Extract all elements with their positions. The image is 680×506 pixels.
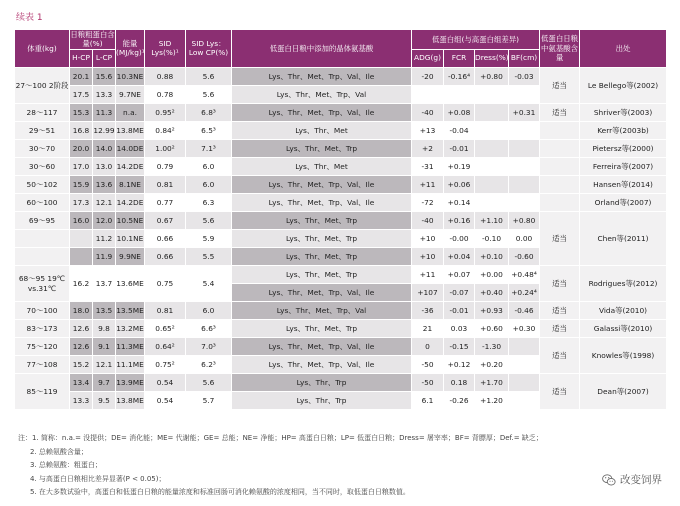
cell-energy: 11.3ME: [116, 337, 145, 355]
cell-aa: Lys、Thr、Met、Trp: [232, 265, 412, 283]
table-row: [15, 265, 667, 283]
cell-weight: 69～95: [15, 211, 70, 229]
cell-suit: [540, 175, 580, 193]
cell-h-cp: 13.4: [70, 373, 93, 391]
cell-adg: [412, 85, 444, 103]
cell-dress: +0.40: [475, 283, 509, 301]
table-row: [15, 337, 667, 355]
cell-sid-ratio: 5.4: [186, 265, 232, 301]
cell-h-cp: 15.9: [70, 175, 93, 193]
cell-adg: -50: [412, 355, 444, 373]
cell-fcr: +0.08: [444, 103, 475, 121]
cell-dress: [475, 193, 509, 211]
cell-sid-lys: 0.77: [145, 193, 186, 211]
cell-h-cp: 16.8: [70, 121, 93, 139]
cell-dress: [475, 103, 509, 121]
cell-weight: 75～120: [15, 337, 70, 355]
cell-bf: [509, 175, 540, 193]
cell-h-cp: 17.0: [70, 157, 93, 175]
cell-bf: -0.46: [509, 301, 540, 319]
cell-energy: 13.6ME: [116, 265, 145, 301]
cell-energy: 13.9ME: [116, 373, 145, 391]
cell-sid-lys: 0.54: [145, 391, 186, 409]
cell-sid-ratio: 5.6: [186, 373, 232, 391]
cell-source: Rodrigues等(2012): [580, 265, 667, 301]
cell-fcr: 0.03: [444, 319, 475, 337]
cell-adg: +107: [412, 283, 444, 301]
cell-bf: +0.48⁴: [509, 265, 540, 283]
cell-source: Chen等(2011): [580, 211, 667, 265]
cell-weight: 60～100: [15, 193, 70, 211]
cell-fcr: -0.01: [444, 301, 475, 319]
cell-adg: +2: [412, 139, 444, 157]
cell-dress: [475, 121, 509, 139]
table-row: [15, 319, 667, 337]
cell-energy: 11.1ME: [116, 355, 145, 373]
cell-weight: 85～119: [15, 373, 70, 409]
cell-aa: Lys、Thr、Met、Trp、Val、Ile: [232, 193, 412, 211]
cell-weight: 77～108: [15, 355, 70, 373]
cell-l-cp: 11.3: [93, 103, 116, 121]
cell-sid-ratio: 5.6: [186, 67, 232, 85]
cell-sid-lys: 0.75²: [145, 355, 186, 373]
table-row: [15, 67, 667, 85]
cell-bf: [509, 139, 540, 157]
header-h-cp: H-CP: [70, 49, 93, 67]
cell-sid-lys: 0.81: [145, 301, 186, 319]
cell-aa: Lys、Thr、Met、Trp: [232, 319, 412, 337]
cell-suit: 适当: [540, 67, 580, 103]
cell-adg: -40: [412, 211, 444, 229]
cell-sid-lys: 0.88: [145, 67, 186, 85]
cell-h-cp: 17.3: [70, 193, 93, 211]
cell-source: Ferreira等(2007): [580, 157, 667, 175]
note-line: 5. 在大多数试验中，高蛋白和低蛋白日粮的能量浓度和标准回肠可消化赖氨酸的浓度相同，当不同时，取低蛋白日粮数值。: [30, 488, 410, 497]
cell-adg: 21: [412, 319, 444, 337]
cell-dress: +0.93: [475, 301, 509, 319]
cell-adg: -31: [412, 157, 444, 175]
table-caption: 续表 1: [16, 13, 43, 23]
cell-suit: [540, 139, 580, 157]
cell-energy: 10.1NE: [116, 229, 145, 247]
cell-aa: Lys、Thr、Trp: [232, 391, 412, 409]
cell-dress: [475, 175, 509, 193]
cell-dress: [475, 139, 509, 157]
header-l-cp: L-CP: [93, 49, 116, 67]
cell-sid-ratio: 6.3: [186, 193, 232, 211]
cell-weight: 50～102: [15, 175, 70, 193]
cell-bf: 0.00: [509, 229, 540, 247]
cell-h-cp: 15.3: [70, 103, 93, 121]
cell-l-cp: 12.0: [93, 211, 116, 229]
cell-fcr: +0.06: [444, 175, 475, 193]
cell-aa: Lys、Thr、Met、Trp: [232, 229, 412, 247]
cell-l-cp: 12.99: [93, 121, 116, 139]
cell-suit: [540, 193, 580, 211]
data-table: [14, 29, 667, 410]
cell-sid-ratio: 7.0³: [186, 337, 232, 355]
cell-energy: 13.8ME: [116, 391, 145, 409]
cell-fcr: -0.26: [444, 391, 475, 409]
cell-sid-lys: 0.66: [145, 229, 186, 247]
cell-adg: -72: [412, 193, 444, 211]
header-sid-ratio: SID Lys：Low CP(%): [186, 30, 232, 68]
cell-energy: 9.9NE: [116, 247, 145, 265]
cell-fcr: -0.16⁴: [444, 67, 475, 85]
cell-source: Shriver等(2003): [580, 103, 667, 121]
cell-sid-ratio: 6.2³: [186, 355, 232, 373]
cell-fcr: 0.18: [444, 373, 475, 391]
cell-suit: 适当: [540, 319, 580, 337]
cell-suit: 适当: [540, 337, 580, 373]
cell-bf: [509, 337, 540, 355]
header-nitrogen: 低蛋白日粮中氨基酸含量: [540, 30, 580, 68]
table-row: [15, 121, 667, 139]
cell-l-cp: 13.0: [93, 157, 116, 175]
cell-adg: -36: [412, 301, 444, 319]
cell-adg: 6.1: [412, 391, 444, 409]
cell-adg: +11: [412, 265, 444, 283]
cell-sid-lys: 0.66: [145, 247, 186, 265]
cell-suit: 适当: [540, 211, 580, 265]
cell-fcr: -0.07: [444, 283, 475, 301]
cell-bf: [509, 157, 540, 175]
cell-bf: [509, 355, 540, 373]
cell-sid-ratio: 6.0: [186, 157, 232, 175]
cell-bf: [509, 373, 540, 391]
table-row: [15, 301, 667, 319]
cell-fcr: -0.01: [444, 139, 475, 157]
brand-watermark: [602, 472, 662, 487]
cell-weight: 30～70: [15, 139, 70, 157]
cell-weight: 29～51: [15, 121, 70, 139]
cell-adg: -20: [412, 67, 444, 85]
cell-sid-lys: 0.54: [145, 373, 186, 391]
cell-energy: 13.5ME: [116, 301, 145, 319]
cell-bf: +0.31: [509, 103, 540, 121]
cell-suit: [540, 157, 580, 175]
cell-l-cp: 12.1: [93, 193, 116, 211]
cell-l-cp: 12.1: [93, 355, 116, 373]
cell-h-cp: 20.0: [70, 139, 93, 157]
cell-l-cp: 9.5: [93, 391, 116, 409]
cell-weight: 68～95 19℃ vs.31℃: [15, 265, 70, 301]
cell-sid-ratio: 5.9: [186, 229, 232, 247]
cell-sid-lys: 0.64²: [145, 337, 186, 355]
cell-bf: [509, 85, 540, 103]
brand-name: 改变饲界: [620, 474, 662, 486]
cell-weight: [15, 229, 70, 247]
cell-sid-ratio: 6.0: [186, 301, 232, 319]
cell-suit: 适当: [540, 265, 580, 301]
cell-source: Knowles等(1998): [580, 337, 667, 373]
cell-bf: -0.60: [509, 247, 540, 265]
cell-dress: -1.30: [475, 337, 509, 355]
cell-sid-ratio: 5.5: [186, 247, 232, 265]
cell-sid-ratio: 5.6: [186, 85, 232, 103]
cell-aa: Lys、Thr、Met、Trp、Val、Ile: [232, 103, 412, 121]
table-notes: [18, 432, 543, 500]
cell-sid-lys: 0.65²: [145, 319, 186, 337]
table-row: [15, 373, 667, 391]
cell-aa: Lys、Thr、Met、Trp: [232, 247, 412, 265]
cell-h-cp: 18.0: [70, 301, 93, 319]
header-dress: Dress(%): [475, 49, 509, 67]
cell-bf: [509, 193, 540, 211]
cell-l-cp: 9.1: [93, 337, 116, 355]
cell-dress: +0.20: [475, 355, 509, 373]
cell-dress: +0.00: [475, 265, 509, 283]
cell-aa: Lys、Thr、Met、Trp、Val、Ile: [232, 283, 412, 301]
cell-dress: [475, 157, 509, 175]
cell-h-cp: 15.2: [70, 355, 93, 373]
cell-weight: 83～173: [15, 319, 70, 337]
table-row: [15, 175, 667, 193]
cell-weight: 28～117: [15, 103, 70, 121]
cell-suit: 适当: [540, 103, 580, 121]
cell-suit: 适当: [540, 301, 580, 319]
cell-dress: +0.60: [475, 319, 509, 337]
cell-fcr: -0.00: [444, 229, 475, 247]
cell-sid-lys: 0.78: [145, 85, 186, 103]
cell-weight: 30～60: [15, 157, 70, 175]
cell-l-cp: 13.3: [93, 85, 116, 103]
cell-sid-lys: 0.95²: [145, 103, 186, 121]
note-line: 4. 与高蛋白日粮相比差异显著(P < 0.05)；: [30, 474, 166, 483]
cell-bf: +0.80: [509, 211, 540, 229]
cell-dress: [475, 85, 509, 103]
cell-sid-lys: 0.67: [145, 211, 186, 229]
cell-l-cp: 11.2: [93, 229, 116, 247]
header-weight: 体重(kg): [15, 30, 70, 68]
cell-l-cp: 9.7: [93, 373, 116, 391]
cell-sid-ratio: 6.0: [186, 175, 232, 193]
cell-dress: +1.10: [475, 211, 509, 229]
cell-bf: -0.03: [509, 67, 540, 85]
cell-energy: 10.5NE: [116, 211, 145, 229]
cell-aa: Lys、Thr、Met、Trp、Val、Ile: [232, 175, 412, 193]
cell-dress: +0.80: [475, 67, 509, 85]
cell-h-cp: 12.6: [70, 337, 93, 355]
header-sid-lys: SID Lys(%)¹: [145, 30, 186, 68]
cell-dress: -0.10: [475, 229, 509, 247]
cell-l-cp: 13.7: [93, 265, 116, 301]
cell-aa: Lys、Thr、Met、Trp: [232, 139, 412, 157]
cell-fcr: +0.04: [444, 247, 475, 265]
cell-dress: +0.10: [475, 247, 509, 265]
cell-dress: +1.20: [475, 391, 509, 409]
cell-adg: +10: [412, 247, 444, 265]
cell-sid-ratio: 6.5³: [186, 121, 232, 139]
table-row: [15, 193, 667, 211]
cell-source: Hansen等(2014): [580, 175, 667, 193]
cell-suit: [540, 121, 580, 139]
cell-h-cp: 12.6: [70, 319, 93, 337]
cell-bf: +0.24⁴: [509, 283, 540, 301]
cell-h-cp: 20.1: [70, 67, 93, 85]
cell-sid-ratio: 7.1³: [186, 139, 232, 157]
cell-sid-lys: 0.81: [145, 175, 186, 193]
cell-source: Pietersz等(2000): [580, 139, 667, 157]
table-row: [15, 211, 667, 229]
cell-source: Kerr等(2003b): [580, 121, 667, 139]
cell-aa: Lys、Thr、Met、Trp: [232, 211, 412, 229]
cell-source: Vida等(2010): [580, 301, 667, 319]
header-source: 出处: [580, 30, 667, 68]
note-line: 3. 总赖氨酸：粗蛋白；: [30, 461, 102, 470]
cell-aa: Lys、Thr、Met、Trp、Val、Ile: [232, 355, 412, 373]
cell-aa: Lys、Thr、Met: [232, 121, 412, 139]
note-line: 2. 总赖氨酸含量；: [30, 447, 88, 456]
cell-fcr: [444, 85, 475, 103]
cell-sid-lys: 1.00²: [145, 139, 186, 157]
header-adg: ADG(g): [412, 49, 444, 67]
cell-h-cp: [70, 247, 93, 265]
cell-bf: +0.30: [509, 319, 540, 337]
cell-fcr: -0.15: [444, 337, 475, 355]
cell-aa: Lys、Thr、Trp: [232, 373, 412, 391]
cell-adg: +11: [412, 175, 444, 193]
header-fcr: FCR: [444, 49, 475, 67]
cell-l-cp: 15.6: [93, 67, 116, 85]
cell-l-cp: 9.8: [93, 319, 116, 337]
header-energy: 能量(MJ/kg)¹: [116, 30, 145, 68]
cell-sid-lys: 0.79: [145, 157, 186, 175]
cell-aa: Lys、Thr、Met、Trp、Val: [232, 301, 412, 319]
cell-sid-ratio: 5.6: [186, 211, 232, 229]
header-aa-added: 低蛋白日粮中添加的晶体氨基酸: [232, 30, 412, 68]
cell-adg: -50: [412, 373, 444, 391]
cell-sid-lys: 0.75: [145, 265, 186, 301]
cell-adg: +10: [412, 229, 444, 247]
cell-fcr: -0.04: [444, 121, 475, 139]
cell-adg: 0: [412, 337, 444, 355]
cell-h-cp: 16.2: [70, 265, 93, 301]
wechat-icon: [602, 473, 616, 487]
cell-sid-ratio: 5.7: [186, 391, 232, 409]
cell-fcr: +0.19: [444, 157, 475, 175]
cell-h-cp: 16.0: [70, 211, 93, 229]
cell-fcr: +0.16: [444, 211, 475, 229]
cell-source: Galassi等(2010): [580, 319, 667, 337]
cell-sid-ratio: 6.8³: [186, 103, 232, 121]
cell-aa: Lys、Thr、Met、Trp、Val、Ile: [232, 67, 412, 85]
cell-l-cp: 11.9: [93, 247, 116, 265]
cell-fcr: +0.14: [444, 193, 475, 211]
cell-energy: n.a.: [116, 103, 145, 121]
cell-adg: +13: [412, 121, 444, 139]
cell-aa: Lys、Thr、Met、Trp、Val、Ile: [232, 337, 412, 355]
cell-suit: 适当: [540, 373, 580, 409]
cell-energy: 14.0DE: [116, 139, 145, 157]
header-diff-group: 低蛋白组(与高蛋白组差异): [412, 30, 540, 50]
cell-energy: 14.2DE: [116, 157, 145, 175]
table-row: [15, 157, 667, 175]
cell-fcr: +0.07: [444, 265, 475, 283]
cell-source: Dean等(2007): [580, 373, 667, 409]
cell-weight: 70～100: [15, 301, 70, 319]
cell-energy: 10.3NE: [116, 67, 145, 85]
cell-sid-lys: 0.84²: [145, 121, 186, 139]
cell-source: Orland等(2007): [580, 193, 667, 211]
cell-bf: [509, 121, 540, 139]
cell-l-cp: 14.0: [93, 139, 116, 157]
header-bf: BF(cm): [509, 49, 540, 67]
note-line: 注：1. 简称：n.a.= 没提供；DE= 消化能；ME= 代谢能；GE= 总能；NE= 净能；HP= 高蛋白日粮；LP= 低蛋白日粮；Dress= 屠宰率；BF= 背膘厚；Def.= 缺乏；: [18, 434, 543, 442]
cell-h-cp: 13.3: [70, 391, 93, 409]
table-row: [15, 103, 667, 121]
cell-bf: [509, 391, 540, 409]
cell-energy: 14.2DE: [116, 193, 145, 211]
cell-h-cp: 17.5: [70, 85, 93, 103]
cell-l-cp: 13.5: [93, 301, 116, 319]
cell-l-cp: 13.6: [93, 175, 116, 193]
cell-energy: 13.2ME: [116, 319, 145, 337]
cell-energy: 8.1NE: [116, 175, 145, 193]
cell-source: Le Bellego等(2002): [580, 67, 667, 103]
cell-weight: 27～100 2阶段: [15, 67, 70, 103]
cell-energy: 9.7NE: [116, 85, 145, 103]
cell-energy: 13.8ME: [116, 121, 145, 139]
header-cp-group: 日粮粗蛋白含量(%): [70, 30, 115, 49]
cell-h-cp: [70, 229, 93, 247]
cell-adg: -40: [412, 103, 444, 121]
table-row: [15, 139, 667, 157]
cell-weight: [15, 247, 70, 265]
cell-aa: Lys、Thr、Met、Trp、Val: [232, 85, 412, 103]
cell-aa: Lys、Thr、Met: [232, 157, 412, 175]
cell-fcr: +0.12: [444, 355, 475, 373]
cell-dress: +1.70: [475, 373, 509, 391]
cell-sid-ratio: 6.6³: [186, 319, 232, 337]
